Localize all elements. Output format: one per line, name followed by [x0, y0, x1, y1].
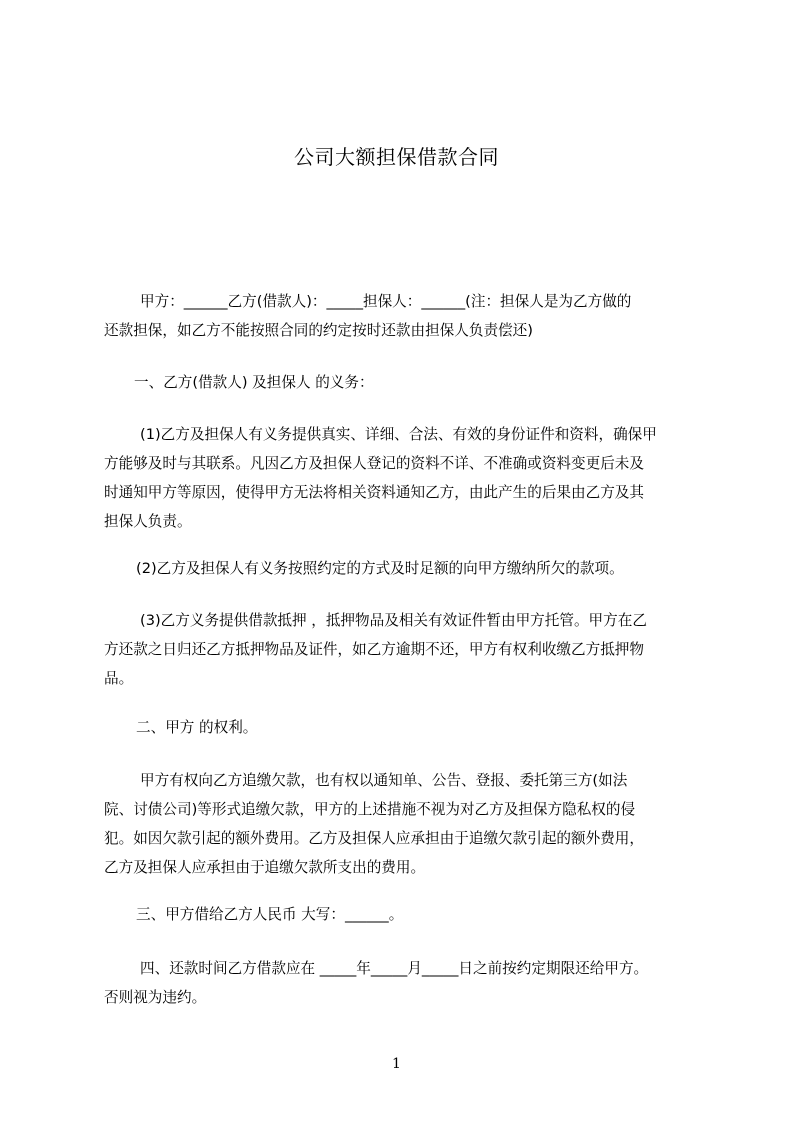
section-2-line-3: 犯。如因欠款引起的额外费用。乙方及担保人应承担由于追缴欠款引起的额外费用，	[104, 830, 644, 847]
page-number: 1	[392, 1056, 401, 1072]
section-1-heading: 一、乙方(借款人) 及担保人 的义务：	[134, 374, 374, 391]
section-1-item-3	[104, 606, 704, 693]
section-2-body	[104, 766, 704, 882]
item-3-line-2: 方还款之日归还乙方抵押物品及证件，如乙方逾期不还，甲方有权利收缴乙方抵押物	[104, 641, 644, 658]
parties-line-2: 还款担保，如乙方不能按照合同的约定按时还款由担保人负责偿还)	[104, 322, 533, 339]
item-1-line-4: 担保人负责。	[104, 513, 192, 530]
section-1-item-1	[104, 420, 704, 536]
section-2-line-1: 甲方有权向乙方追缴欠款，也有权以通知单、公告、登报、委托第三方(如法	[140, 772, 628, 789]
item-1-line-3: 时通知甲方等原因，使得甲方无法将相关资料通知乙方，由此产生的后果由乙方及其	[104, 484, 644, 501]
item-3-line-3: 品。	[104, 670, 134, 687]
item-1-line-2: 方能够及时与其联系。凡因乙方及担保人登记的资料不详、不准确或资料变更后未及	[104, 455, 644, 472]
section-4-line-2: 否则视为违约。	[104, 989, 207, 1006]
section-2-line-4: 乙方及担保人应承担由于追缴欠款所支出的费用。	[104, 859, 426, 876]
item-3-line-1: (3)乙方义务提供借款抵押 ，抵押物品及相关有效证件暂由甲方托管。甲方在乙	[140, 612, 647, 629]
section-2-heading: 二、甲方 的权利。	[136, 719, 258, 736]
section-4-line-1: 四、还款时间乙方借款应在 _____年_____月_____日之前按约定期限还给甲方。	[140, 960, 649, 977]
section-1-item-2: (2)乙方及担保人有义务按照约定的方式及时足额的向甲方缴纳所欠的款项。	[136, 560, 624, 577]
section-2-line-2: 院、讨债公司)等形式追缴欠款，甲方的上述措施不视为对乙方及担保方隐私权的侵	[104, 801, 636, 818]
section-3: 三、甲方借给乙方人民币 大写：______。	[136, 906, 404, 923]
section-4	[104, 954, 704, 1012]
parties-paragraph	[104, 287, 704, 345]
parties-line-1: 甲方：______乙方(借款人)：_____担保人：______(注：担保人是为乙方做的	[140, 293, 632, 310]
document-title: 公司大额担保借款合同	[294, 145, 499, 169]
item-1-line-1: (1)乙方及担保人有义务提供真实、详细、合法、有效的身份证件和资料，确保甲	[140, 426, 657, 443]
